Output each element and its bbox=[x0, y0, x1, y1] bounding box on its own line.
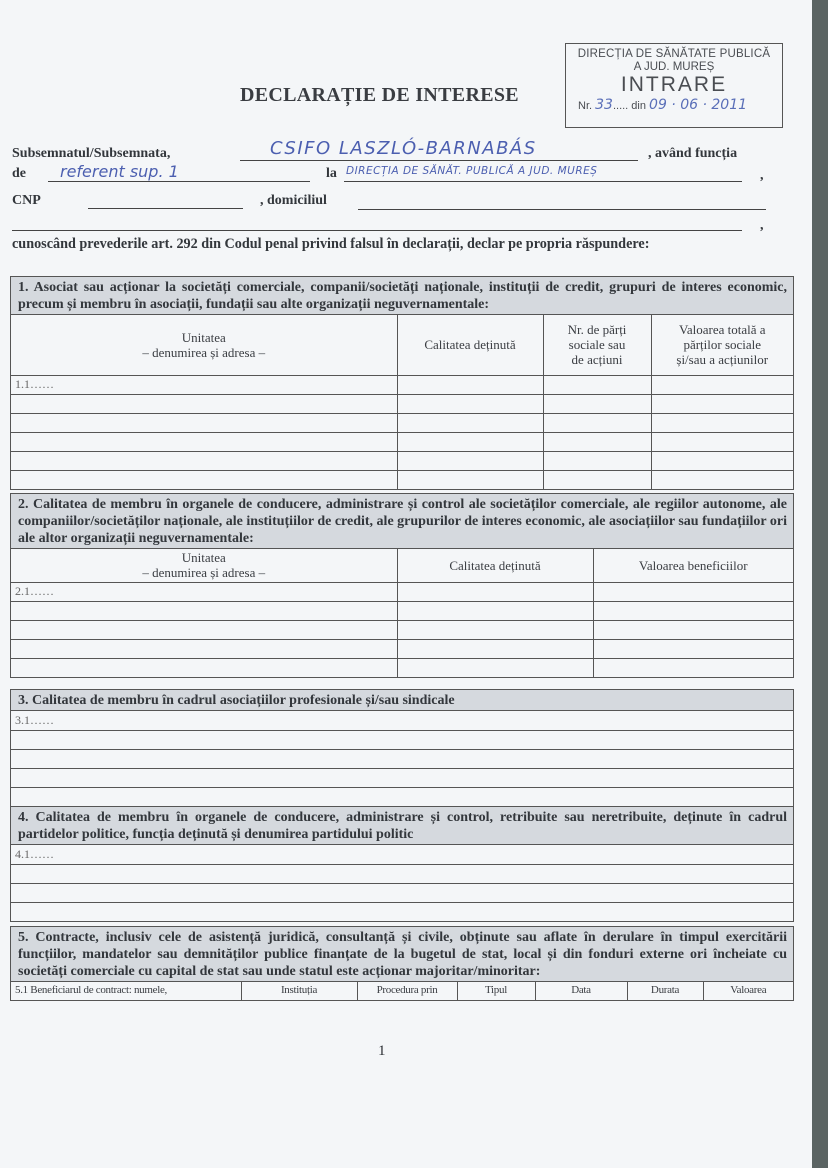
section-1 bbox=[10, 276, 794, 490]
s5-col-institutia: Instituția bbox=[241, 982, 357, 1000]
s5-col-tipul: Tipul bbox=[457, 982, 535, 1000]
s2-col-unitatea-l2: – denumirea și adresa – bbox=[142, 565, 266, 581]
table-cell[interactable] bbox=[397, 582, 593, 601]
section-2 bbox=[10, 493, 794, 678]
table-row bbox=[11, 883, 793, 902]
table-cell[interactable] bbox=[11, 768, 793, 787]
domiciliul-label: , domiciliul bbox=[260, 193, 327, 208]
table-row bbox=[11, 413, 793, 432]
table-cell[interactable] bbox=[397, 375, 543, 394]
s2-row-label[interactable]: 2.1…… bbox=[11, 582, 397, 601]
comma-1: , bbox=[760, 168, 764, 183]
stamp-line3: INTRARE bbox=[620, 73, 728, 96]
declaration-text: cunoscând prevederile art. 292 din Codul penal privind falsul în declarații, declar pe propria răspundere: bbox=[12, 236, 650, 252]
s1-col-val-l1: Valoarea totală a bbox=[678, 322, 766, 338]
table-row bbox=[11, 375, 793, 394]
functia-field-value[interactable]: referent sup. 1 bbox=[60, 162, 179, 181]
table-cell[interactable] bbox=[11, 470, 397, 489]
table-row bbox=[11, 582, 793, 601]
table-cell[interactable] bbox=[11, 432, 397, 451]
table-cell[interactable] bbox=[543, 470, 651, 489]
table-cell[interactable] bbox=[651, 451, 793, 470]
table-cell[interactable] bbox=[11, 413, 397, 432]
table-row bbox=[11, 787, 793, 806]
stamp-din-label: din bbox=[631, 100, 646, 112]
table-cell[interactable] bbox=[11, 864, 793, 883]
table-row bbox=[11, 601, 793, 620]
s1-col-nr-l2: sociale sau bbox=[568, 337, 626, 353]
table-cell[interactable] bbox=[543, 375, 651, 394]
table-cell[interactable] bbox=[397, 620, 593, 639]
s5-col-durata: Durata bbox=[627, 982, 703, 1000]
table-cell[interactable] bbox=[397, 639, 593, 658]
s2-col-calitatea: Calitatea deținută bbox=[397, 549, 593, 582]
domiciliul-field-line-2[interactable] bbox=[12, 230, 742, 231]
section-3-table bbox=[11, 711, 793, 807]
table-cell[interactable] bbox=[397, 470, 543, 489]
la-label: la bbox=[326, 166, 337, 181]
table-row bbox=[11, 749, 793, 768]
s1-col-nr-parti bbox=[543, 315, 651, 375]
name-field-value[interactable]: CSIFO LASZLÓ-BARNABÁS bbox=[270, 138, 537, 159]
table-cell[interactable] bbox=[543, 413, 651, 432]
s1-col-val-l2: părților sociale bbox=[683, 337, 762, 353]
table-cell[interactable] bbox=[11, 601, 397, 620]
table-row bbox=[11, 639, 793, 658]
table-cell[interactable] bbox=[397, 413, 543, 432]
s1-col-unitatea-l1: Unitatea bbox=[181, 329, 226, 345]
table-row bbox=[11, 768, 793, 787]
table-row bbox=[11, 620, 793, 639]
table-row bbox=[11, 902, 793, 921]
s3-row-label[interactable]: 3.1…… bbox=[11, 711, 793, 730]
section-3 bbox=[10, 689, 794, 807]
page-title: DECLARAȚIE DE INTERESE bbox=[240, 84, 519, 106]
subsemnatul-label: Subsemnatul/Subsemnata, bbox=[12, 146, 171, 161]
institutia-field-value[interactable]: DIRECȚIA DE SĂNĂT. PUBLICĂ A JUD. MUREȘ bbox=[346, 165, 598, 177]
section-5-table bbox=[11, 982, 793, 1001]
cnp-field-line[interactable] bbox=[88, 208, 243, 209]
s1-row-label[interactable]: 1.1…… bbox=[11, 375, 397, 394]
page-number: 1 bbox=[378, 1043, 386, 1059]
table-cell[interactable] bbox=[11, 451, 397, 470]
institutia-field-line bbox=[344, 181, 742, 182]
section-2-table bbox=[11, 549, 793, 678]
stamp-date-value: 09 · 06 · 2011 bbox=[649, 97, 748, 113]
functia-field-line bbox=[48, 181, 310, 182]
table-row bbox=[11, 711, 793, 730]
section-4-heading: 4. Calitatea de membru în organele de conducere, administrare și control, retribuite sau neretribuite, deținute în cadrul partidelor politice, funcția deținută și denumirea partidului politic bbox=[11, 807, 793, 845]
s5-col-procedura: Procedura prin bbox=[357, 982, 457, 1000]
table-cell[interactable] bbox=[543, 432, 651, 451]
table-cell[interactable] bbox=[593, 582, 793, 601]
table-row bbox=[11, 864, 793, 883]
table-cell[interactable] bbox=[651, 413, 793, 432]
table-cell[interactable] bbox=[651, 375, 793, 394]
stamp-nr-value: 33 bbox=[595, 97, 613, 113]
stamp-nr-dots: ..... bbox=[612, 100, 629, 112]
table-cell[interactable] bbox=[397, 601, 593, 620]
table-row bbox=[11, 730, 793, 749]
s1-col-calitatea: Calitatea deținută bbox=[397, 315, 543, 375]
registration-stamp bbox=[565, 43, 783, 128]
domiciliul-field-line[interactable] bbox=[358, 209, 766, 210]
table-row bbox=[11, 470, 793, 489]
table-cell[interactable] bbox=[11, 902, 793, 921]
table-cell[interactable] bbox=[11, 730, 793, 749]
table-row bbox=[11, 451, 793, 470]
name-field-line bbox=[240, 160, 638, 161]
s5-col-beneficiar: 5.1 Beneficiarul de contract: numele, bbox=[11, 982, 241, 1000]
s1-col-unitatea bbox=[11, 315, 397, 375]
table-cell[interactable] bbox=[11, 787, 793, 806]
section-4-table bbox=[11, 845, 793, 922]
table-cell[interactable] bbox=[11, 658, 397, 677]
table-cell[interactable] bbox=[11, 620, 397, 639]
table-cell[interactable] bbox=[651, 470, 793, 489]
s1-col-valoarea bbox=[651, 315, 793, 375]
s2-col-valoarea: Valoarea beneficiilor bbox=[593, 549, 793, 582]
s5-col-valoarea: Valoarea bbox=[703, 982, 793, 1000]
s1-col-nr-l1: Nr. de părți bbox=[567, 322, 627, 338]
table-cell[interactable] bbox=[651, 432, 793, 451]
s2-col-unitatea bbox=[11, 549, 397, 582]
stamp-number-row bbox=[566, 97, 782, 113]
table-cell[interactable] bbox=[11, 639, 397, 658]
table-row bbox=[11, 394, 793, 413]
comma-2: , bbox=[760, 218, 764, 233]
section-2-heading: 2. Calitatea de membru în organele de conducere, administrare și control ale societăților comerciale, ale regiilor autonome, ale companiilor/societăților naționale, ale instituțiilor de credit, ale grupurilor de interes economic, ale asociațiilor sau fundațiilor ori ale altor organizații neguvernamentale: bbox=[11, 494, 793, 549]
s1-col-unitatea-l2: – denumirea și adresa – bbox=[142, 344, 266, 360]
de-label: de bbox=[12, 166, 26, 181]
section-1-heading: 1. Asociat sau acționar la societăți comerciale, companii/societăți naționale, instituții de credit, grupuri de interes economic, precum și membru în asociații, fundații sau alte organizații neguvernamentale: bbox=[11, 277, 793, 315]
section-3-heading: 3. Calitatea de membru în cadrul asociațiilor profesionale și/sau sindicale bbox=[11, 690, 793, 711]
table-cell[interactable] bbox=[397, 432, 543, 451]
table-row bbox=[11, 658, 793, 677]
table-cell[interactable] bbox=[651, 394, 793, 413]
stamp-line2: A JUD. MUREȘ bbox=[633, 61, 715, 73]
table-cell[interactable] bbox=[543, 451, 651, 470]
table-cell[interactable] bbox=[397, 394, 543, 413]
section-5 bbox=[10, 926, 794, 1001]
table-cell[interactable] bbox=[543, 394, 651, 413]
table-row bbox=[11, 432, 793, 451]
avand-functia-label: , având funcția bbox=[648, 146, 738, 161]
table-cell[interactable] bbox=[593, 601, 793, 620]
s4-row-label[interactable]: 4.1…… bbox=[11, 845, 793, 864]
table-cell[interactable] bbox=[593, 639, 793, 658]
s1-col-nr-l3: de acțiuni bbox=[571, 352, 623, 368]
table-cell[interactable] bbox=[11, 749, 793, 768]
table-row bbox=[11, 845, 793, 864]
table-cell[interactable] bbox=[397, 658, 593, 677]
stamp-nr-label: Nr. bbox=[578, 100, 593, 112]
section-1-table bbox=[11, 315, 793, 490]
table-cell[interactable] bbox=[593, 658, 793, 677]
s5-col-data: Data bbox=[535, 982, 627, 1000]
cnp-label: CNP bbox=[12, 193, 41, 208]
section-5-heading: 5. Contracte, inclusiv cele de asistență juridică, consultanță și civile, obținute sau aflate în derulare în timpul exercitării funcțiilor, mandatelor sau demnităților publice finanțate de la bugetul de stat, local și din fonduri externe ori încheiate cu societăți comerciale cu capital de stat sau unde statul este acționar majoritar/minoritar: bbox=[11, 927, 793, 982]
stamp-line1: DIRECȚIA DE SĂNĂTATE PUBLICĂ bbox=[577, 48, 771, 60]
s2-col-unitatea-l1: Unitatea bbox=[181, 550, 226, 566]
s1-col-val-l3: și/sau a acțiunilor bbox=[676, 352, 769, 368]
table-cell[interactable] bbox=[397, 451, 543, 470]
section-4 bbox=[10, 806, 794, 922]
table-cell[interactable] bbox=[11, 883, 793, 902]
table-cell[interactable] bbox=[593, 620, 793, 639]
table-cell[interactable] bbox=[11, 394, 397, 413]
